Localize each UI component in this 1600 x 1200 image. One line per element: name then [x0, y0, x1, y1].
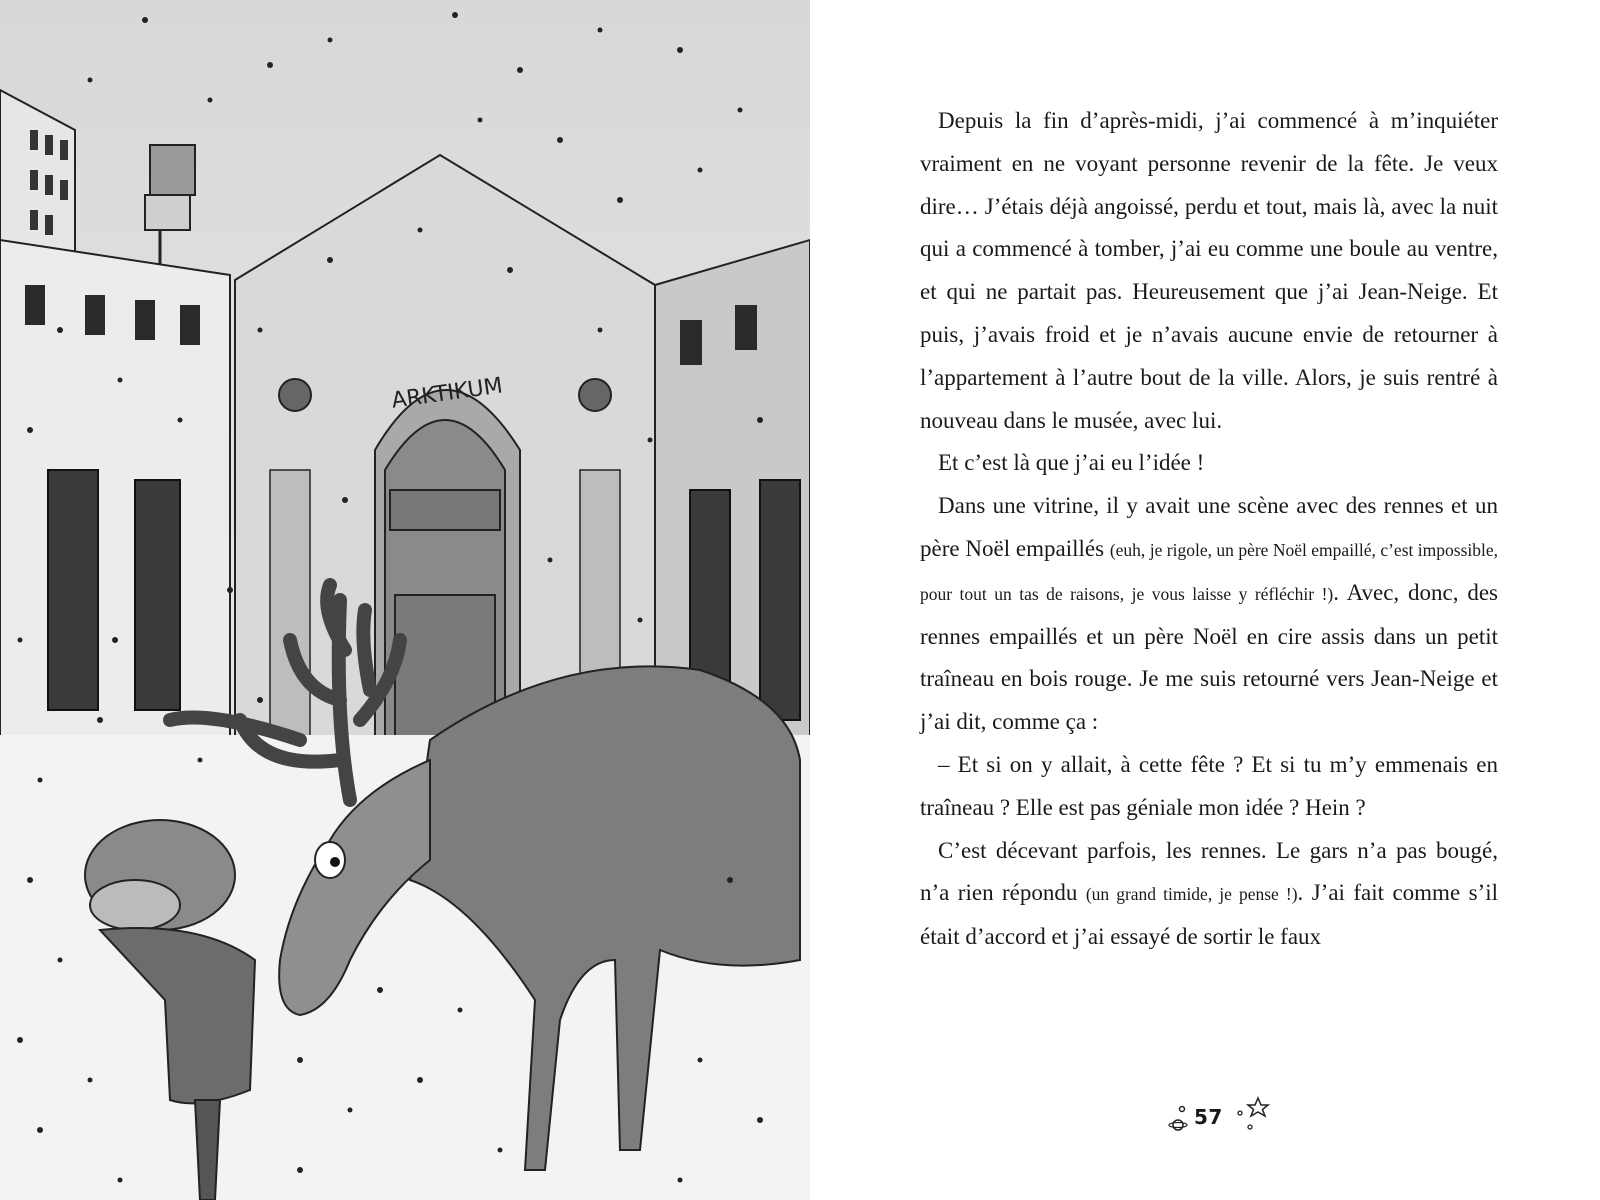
paragraph-5	[920, 830, 1498, 959]
page-folio	[1168, 1095, 1278, 1145]
paragraph-3-end: . Avec, donc, des rennes empaillés et un père Noël en cire assis dans un petit traîneau en bois rouge. Je me suis retourné vers Jean-Neige et j’ai dit, comme ça :	[920, 579, 1498, 735]
paragraph-3-start: Dans une vitrine, il y avait une scène avec des rennes et un père Noël empaillés	[920, 493, 1498, 561]
page-number: 57	[1194, 1105, 1223, 1129]
text-page	[920, 100, 1498, 959]
paragraph-4: – Et si on y allait, à cette fête ? Et si tu m’y emmenais en traîneau ? Elle est pas géniale mon idée ? Hein ?	[920, 751, 1498, 820]
star-planet-ornament-icon	[1168, 1095, 1278, 1145]
paragraph-5-start: C’est décevant parfois, les rennes. Le gars n’a pas bougé, n’a rien répondu	[920, 837, 1498, 906]
paragraph-1: Depuis la fin d’après-midi, j’ai commencé à m’inquiéter vraiment en ne voyant personne revenir de la fête. Je veux dire… J’étais déjà angoissé, perdu et tout, mais là, avec la nuit qui a commencé à tomber, j’ai eu comme une boule au ventre, et qui ne partait pas. Heureusement que j’ai Jean-Neige. Et puis, j’avais froid et je n’avais aucune envie de retourner à l’appartement à l’autre bout de la ville. Alors, je suis rentré à nouveau dans le musée, avec lui.	[920, 108, 1498, 433]
museum-sign: ARKTIKUM	[389, 373, 505, 414]
paragraph-3	[920, 485, 1498, 744]
paragraph-2: Et c’est là que j’ai eu l’idée !	[938, 450, 1205, 476]
paragraph-5-aside: (un grand timide, je pense !)	[1085, 884, 1298, 905]
paragraph-5-end: . J’ai fait comme s’il était d’accord et j’ai essayé de sortir le faux	[920, 880, 1498, 950]
paragraph-3-aside: (euh, je rigole, un père Noël empaillé, c’est impossible, pour tout un tas de raisons, je vous laisse y réfléchir !)	[920, 539, 1499, 604]
